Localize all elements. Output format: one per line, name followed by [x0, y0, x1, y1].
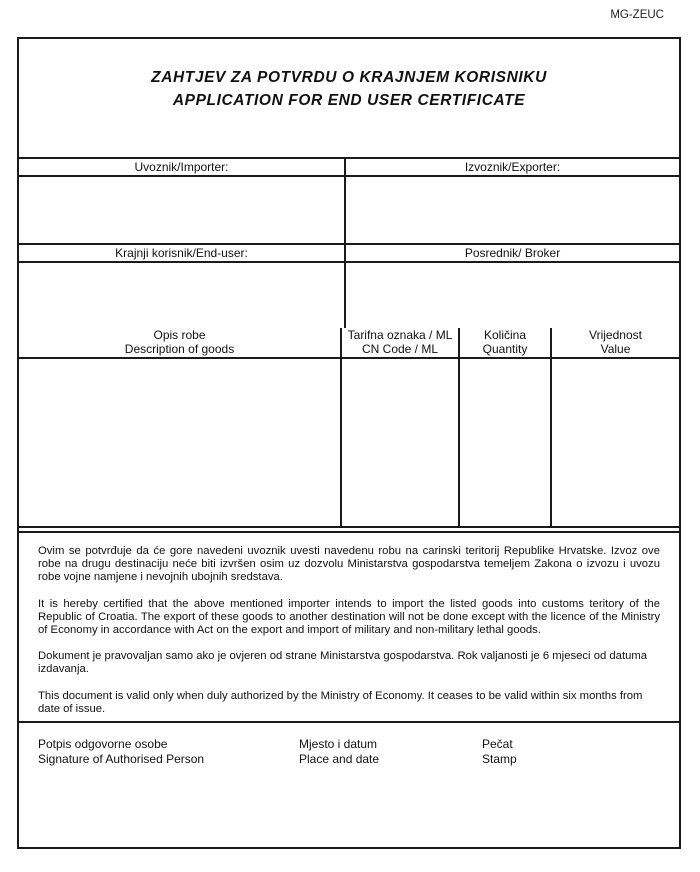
goods-col-quantity-header	[458, 328, 550, 357]
end-user-label: Krajnji korisnik/End-user:	[19, 245, 346, 261]
document-code: MG-ZEUC	[610, 9, 664, 21]
certification-section	[19, 531, 679, 721]
form-title-hr: ZAHTJEV ZA POTVRDU O KRAJNJEM KORISNIKU	[151, 68, 547, 86]
stamp-label-en: Stamp	[482, 752, 517, 766]
goods-col-quantity-label-en: Quantity	[482, 341, 528, 356]
form-title-en: APPLICATION FOR END USER CERTIFICATE	[172, 91, 526, 109]
importer-label: Uvoznik/Importer:	[19, 159, 346, 175]
goods-table-body	[19, 359, 679, 526]
place-date-label-hr: Mjesto i datum	[299, 737, 378, 751]
place-date-block[interactable]	[299, 737, 482, 847]
certification-paragraph-hr-2: Dokument je pravovaljan samo ako je ovjeren od strane Ministarstva gospodarstva. Rok valjanosti je 6 mjeseci od datuma izdavanja.	[38, 650, 648, 676]
certificate-form	[17, 37, 681, 849]
certification-paragraph-en-2: This document is valid only when duly authorized by the Ministry of Economy. It ceases to be valid within six months from date of issue.	[38, 689, 643, 715]
goods-col-quantity-label-hr: Količina	[483, 328, 527, 342]
signature-section	[19, 721, 679, 847]
goods-col-description-header	[19, 328, 340, 357]
exporter-label: Izvoznik/Exporter:	[464, 160, 561, 174]
certification-paragraph-en-1: It is hereby certified that the above mentioned importer intends to import the listed goods into customs teritory of the Republic of Croatia. The export of these goods to another destination will not be done except with the licence of the Ministry of Economy in accordance with Act on the export and import of military and non-military lethal goods.	[38, 597, 660, 637]
end-user-field[interactable]	[19, 263, 346, 328]
goods-col-description-label-en: Description of goods	[124, 341, 235, 356]
broker-field[interactable]	[346, 263, 679, 328]
signature-block[interactable]	[38, 737, 299, 847]
certification-paragraph-hr-1: Ovim se potvrđuje da će gore navedeni uvoznik uvesti navedenu robu na carinski teritorij Republike Hrvatske. Izvoz ove robe na drugu destinaciju neće biti izvršen osim uz dozvolu Ministarstva gospodarstva temeljem Zakona o izvozu i uvozu robe vojne namjene i nevojnih ubojnih sredstava.	[38, 545, 660, 584]
broker-label: Posrednik/ Broker	[464, 246, 561, 260]
stamp-block[interactable]	[482, 737, 679, 847]
enduser-broker-field-row	[19, 263, 679, 328]
goods-col-value-header	[550, 328, 679, 357]
goods-col-value-label-hr: Vrijednost	[589, 328, 642, 342]
place-date-label-en: Place and date	[299, 752, 380, 766]
signature-label-hr: Potpis odgovorne osobe	[38, 737, 168, 751]
importer-exporter-header-row	[19, 157, 679, 177]
stamp-label-hr: Pečat	[482, 737, 513, 751]
enduser-broker-header-row	[19, 243, 679, 263]
exporter-field[interactable]	[346, 177, 679, 243]
importer-field[interactable]	[19, 177, 346, 243]
goods-col-code-label-en: CN Code / ML	[361, 341, 439, 356]
signature-label-en: Signature of Authorised Person	[38, 752, 205, 766]
goods-col-code-header	[340, 328, 458, 357]
goods-code-field[interactable]	[340, 359, 458, 526]
goods-quantity-field[interactable]	[458, 359, 550, 526]
goods-col-code-label-hr: Tarifna oznaka / ML	[347, 328, 453, 342]
goods-description-field[interactable]	[19, 359, 340, 526]
goods-table-header	[19, 328, 679, 359]
goods-value-field[interactable]	[550, 359, 679, 526]
importer-exporter-field-row	[19, 177, 679, 243]
title-section	[19, 39, 679, 157]
goods-col-value-label-en: Value	[600, 341, 631, 356]
goods-col-description-label-hr: Opis robe	[153, 328, 206, 342]
